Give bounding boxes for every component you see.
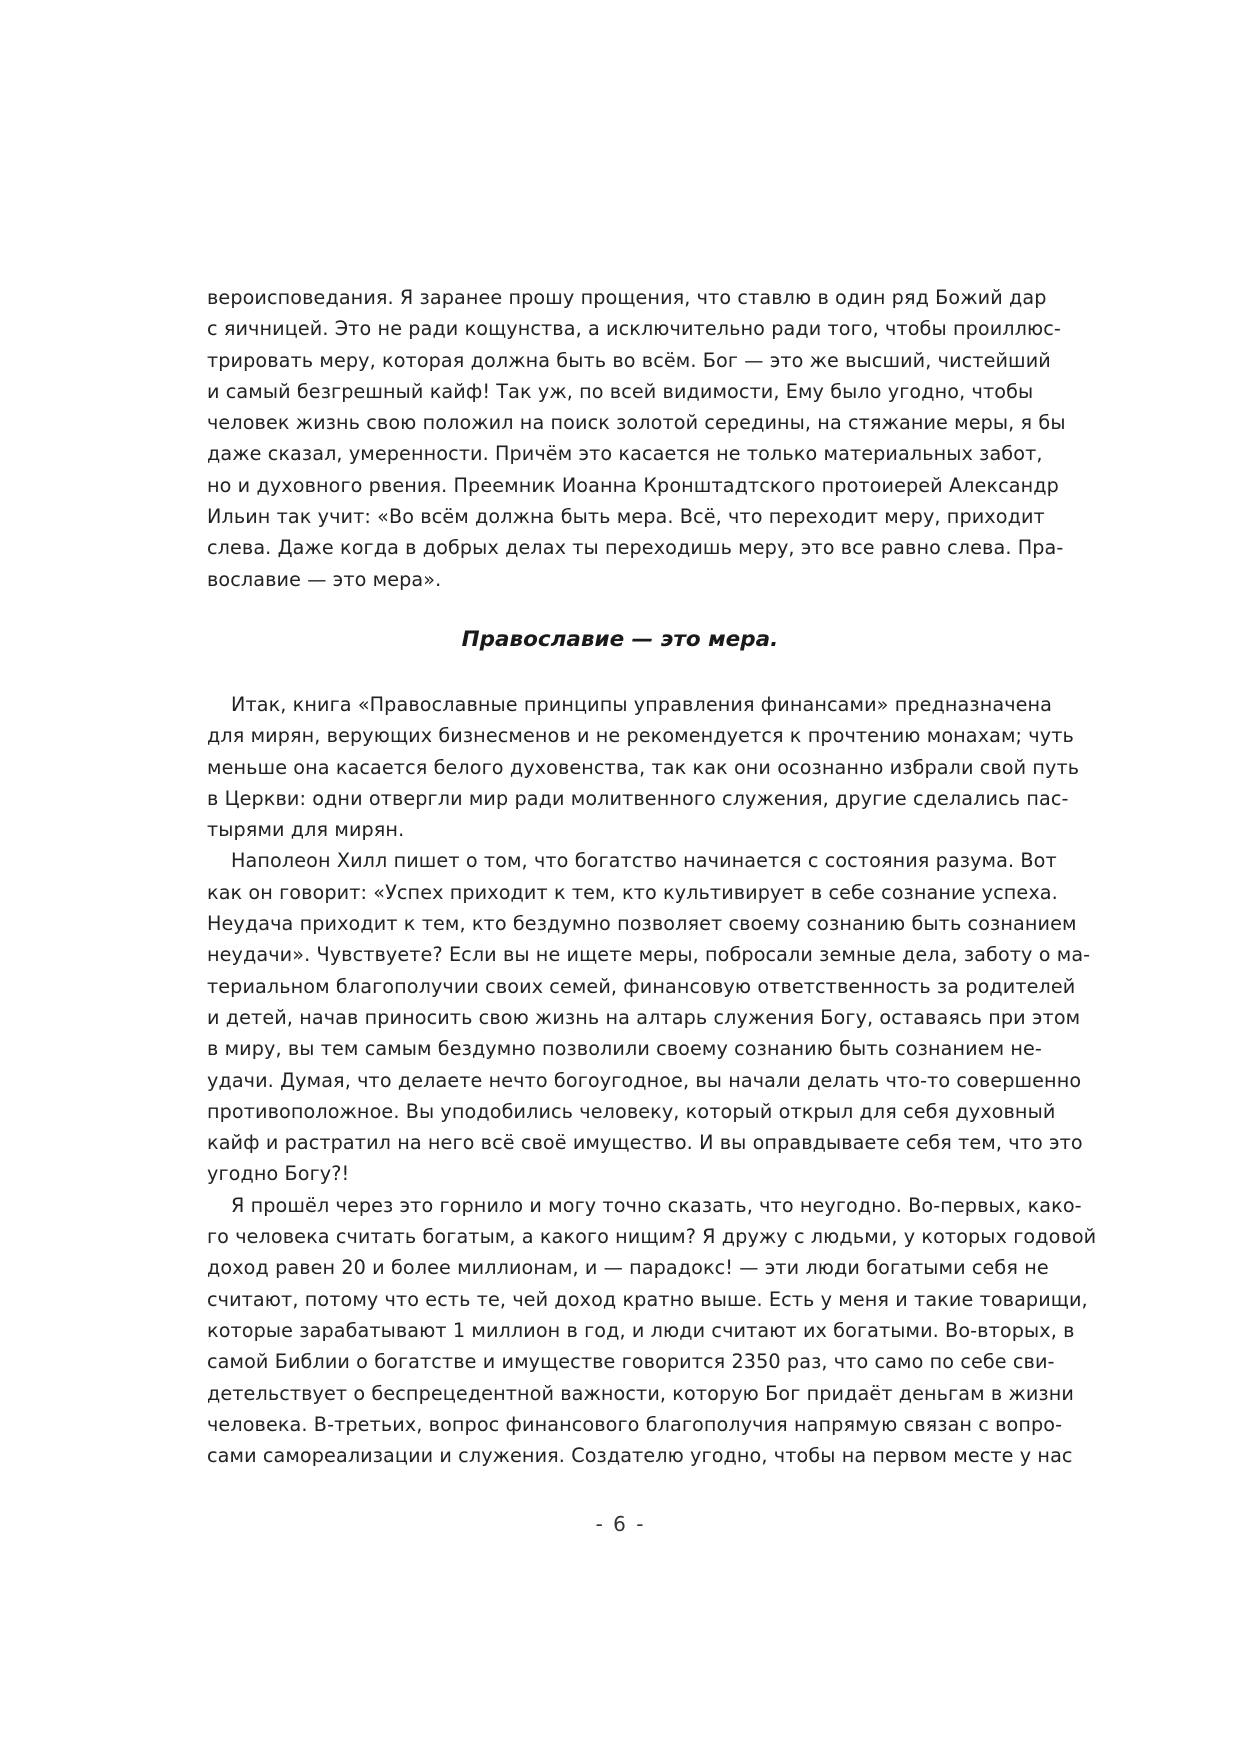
text-line: сами самореализации и служения. Создателю угодно, чтобы на первом месте у нас bbox=[207, 1444, 1073, 1468]
text-line: трировать меру, которая должна быть во всём. Бог — это же высший, чистейший bbox=[207, 348, 1051, 372]
text-line: слева. Даже когда в добрых делах ты переходишь меру, это все равно слева. Пра- bbox=[207, 536, 1064, 560]
text-line: териальном благополучии своих семей, финансовую ответственность за родителей bbox=[207, 974, 1076, 998]
text-line: которые зарабатывают 1 миллион в год, и люди считают их богатыми. Во-вторых, в bbox=[207, 1318, 1075, 1342]
text-line: в Церкви: одни отвергли мир ради молитвенного служения, другие сделались пас- bbox=[207, 786, 1069, 810]
text-line: в миру, вы тем самым бездумно позволили своему сознанию быть сознанием не- bbox=[207, 1037, 1042, 1061]
text-line: удачи. Думая, что делаете нечто богоугодное, вы начали делать что-то совершенно bbox=[207, 1068, 1082, 1092]
paragraph-continued bbox=[207, 282, 1066, 595]
text-line: Неудача приходит к тем, кто бездумно позволяет своему сознанию быть сознанием bbox=[207, 912, 1077, 936]
text-line: доход равен 20 и более миллионам, и — парадокс! — эти люди богатыми себя не bbox=[207, 1256, 1049, 1280]
text-line: но и духовного рвения. Преемник Иоанна Кронштадтского протоиерей Александр bbox=[207, 473, 1059, 497]
text-line: угодно Богу?! bbox=[207, 1162, 350, 1186]
text-line: вероисповедания. Я заранее прошу прощения, что ставлю в один ряд Божий дар bbox=[207, 286, 1047, 309]
text-line: самой Библии о богатстве и имуществе говорится 2350 раз, что само по себе сви- bbox=[207, 1350, 1055, 1374]
text-line: противоположное. Вы уподобились человеку, который открыл для себя духовный bbox=[207, 1099, 1056, 1123]
text-line: считают, потому что есть те, чей доход кратно выше. Есть у меня и такие товарищи, bbox=[207, 1287, 1088, 1311]
text-line: детельствует о беспрецедентной важности, которую Бог придаёт деньгам в жизни bbox=[207, 1381, 1074, 1405]
text-line: человека. В-третьих, вопрос финансового благополучия напрямую связан с вопро- bbox=[207, 1412, 1063, 1436]
paragraph bbox=[207, 689, 1080, 845]
text-line: вославие — это мера». bbox=[207, 567, 442, 591]
text-line: кайф и растратил на него всё своё имущество. И вы оправдываете себя тем, что это bbox=[207, 1131, 1083, 1155]
text-line: и детей, начав приносить свою жизнь на алтарь служения Богу, оставаясь при этом bbox=[207, 1005, 1081, 1029]
text-line: Ильин так учит: «Во всём должна быть мера. Всё, что переходит меру, приходит bbox=[207, 505, 1045, 529]
text-line: с яичницей. Это не ради кощунства, а исключительно ради того, чтобы проиллюс- bbox=[207, 317, 1061, 341]
body-text bbox=[207, 689, 1097, 1471]
text-line: человек жизнь свою положил на поиск золотой середины, на стяжание меры, я бы bbox=[207, 411, 1066, 435]
paragraph bbox=[207, 1190, 1097, 1472]
text-line: неудачи». Чувствуете? Если вы не ищете меры, побросали земные дела, заботу о ма- bbox=[207, 943, 1091, 967]
section-heading: Православие — это мера. bbox=[461, 627, 779, 652]
text-line: тырями для мирян. bbox=[207, 818, 405, 842]
paragraph bbox=[207, 845, 1091, 1189]
text-line: Итак, книга «Православные принципы управления финансами» предназначена bbox=[231, 693, 1053, 716]
text-line: меньше она касается белого духовенства, так как они осознанно избрали свой путь bbox=[207, 755, 1080, 779]
text-line: как он говорит: «Успех приходит к тем, кто культивирует в себе сознание успеха. bbox=[207, 880, 1058, 904]
text-line: для мирян, верующих бизнесменов и не рекомендуется к прочтению монахам; чуть bbox=[207, 724, 1074, 748]
text-line: Наполеон Хилл пишет о том, что богатство начинается с состояния разума. Вот bbox=[231, 849, 1057, 873]
text-line: го человека считать богатым, а какого нищим? Я дружу с людьми, у которых годовой bbox=[207, 1225, 1097, 1249]
text-line: даже сказал, умеренности. Причём это касается не только материальных забот, bbox=[207, 442, 1043, 466]
text-line: Я прошёл через это горнило и могу точно сказать, что неугодно. Во-первых, како- bbox=[231, 1193, 1082, 1217]
page-number: - 6 - bbox=[595, 1512, 646, 1536]
text-line: и самый безгрешный кайф! Так уж, по всей видимости, Ему было угодно, чтобы bbox=[207, 379, 1034, 403]
